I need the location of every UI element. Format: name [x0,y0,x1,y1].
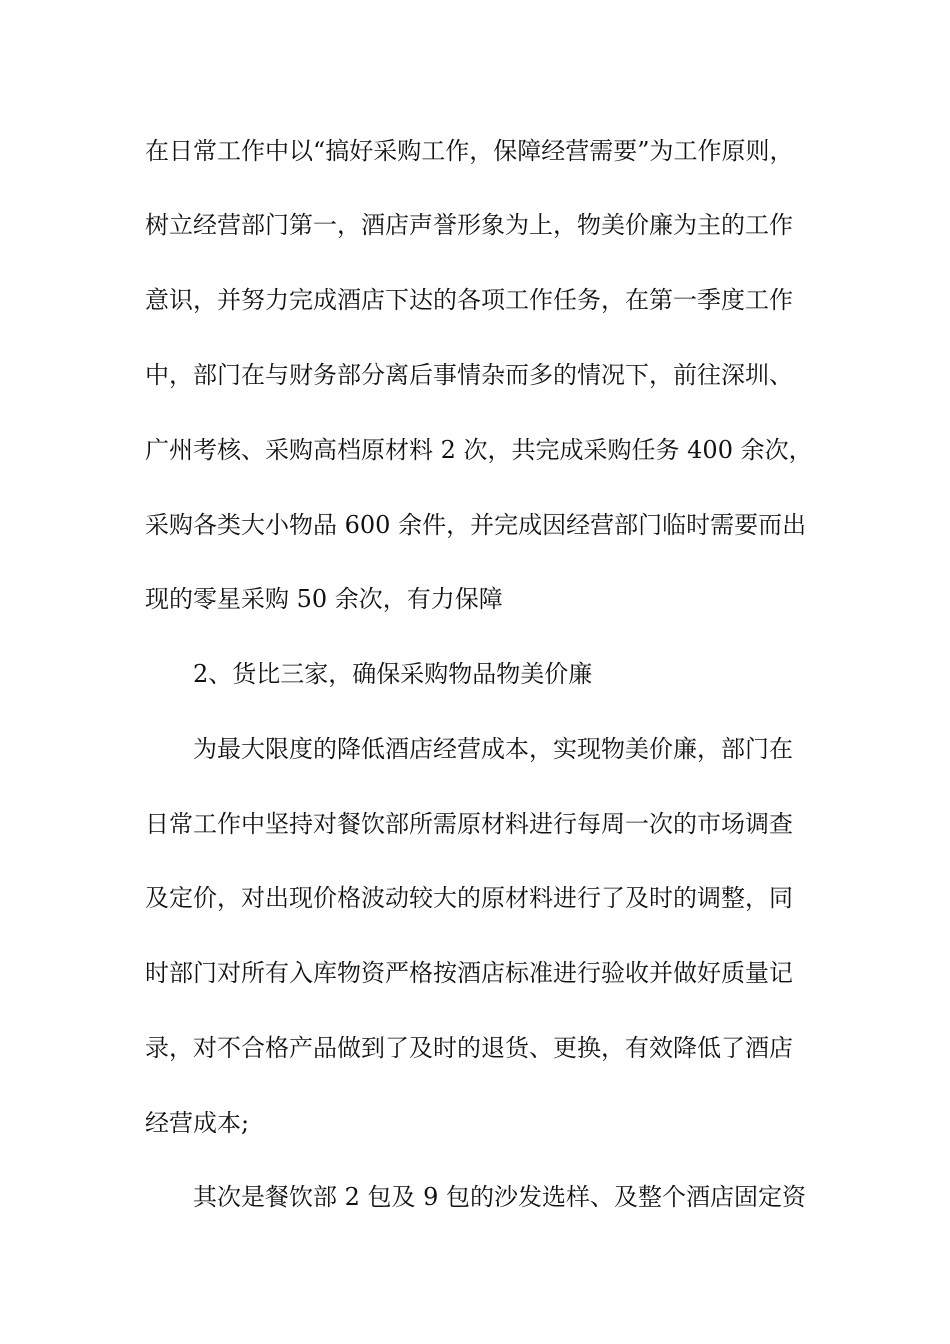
text-line: 及定价，对出现价格波动较大的原材料进行了及时的调整，同 [145,884,793,912]
section-heading: 2、货比三家，确保采购物品物美价廉 [193,660,593,688]
text-line: 广州考核、采购高档原材料 2 次，共完成采购任务 400 余次， [145,436,813,464]
text-line: 现的零星采购 50 余次，有力保障 [145,585,503,613]
text-line: 日常工作中坚持对餐饮部所需原材料进行每周一次的市场调查 [145,810,793,838]
text-line: 经营成本; [145,1109,250,1137]
text-line: 意识，并努力完成酒店下达的各项工作任务，在第一季度工作 [145,286,793,314]
text-line: 采购各类大小物品 600 余件，并完成因经营部门临时需要而出 [145,511,807,539]
text-line: 时部门对所有入库物资严格按酒店标准进行验收并做好质量记 [145,959,793,987]
text-line: 在日常工作中以“搞好采购工作，保障经营需要”为工作原则， [145,137,794,165]
text-line: 树立经营部门第一，酒店声誉形象为上，物美价廉为主的工作 [145,211,793,239]
paragraph-first-line: 其次是餐饮部 2 包及 9 包的沙发选样、及整个酒店固定资 [193,1183,807,1211]
text-line: 录，对不合格产品做到了及时的退货、更换，有效降低了酒店 [145,1034,793,1062]
paragraph-first-line: 为最大限度的降低酒店经营成本，实现物美价廉，部门在 [193,735,793,763]
text-line: 中，部门在与财务部分离后事情杂而多的情况下，前往深圳、 [145,361,793,389]
